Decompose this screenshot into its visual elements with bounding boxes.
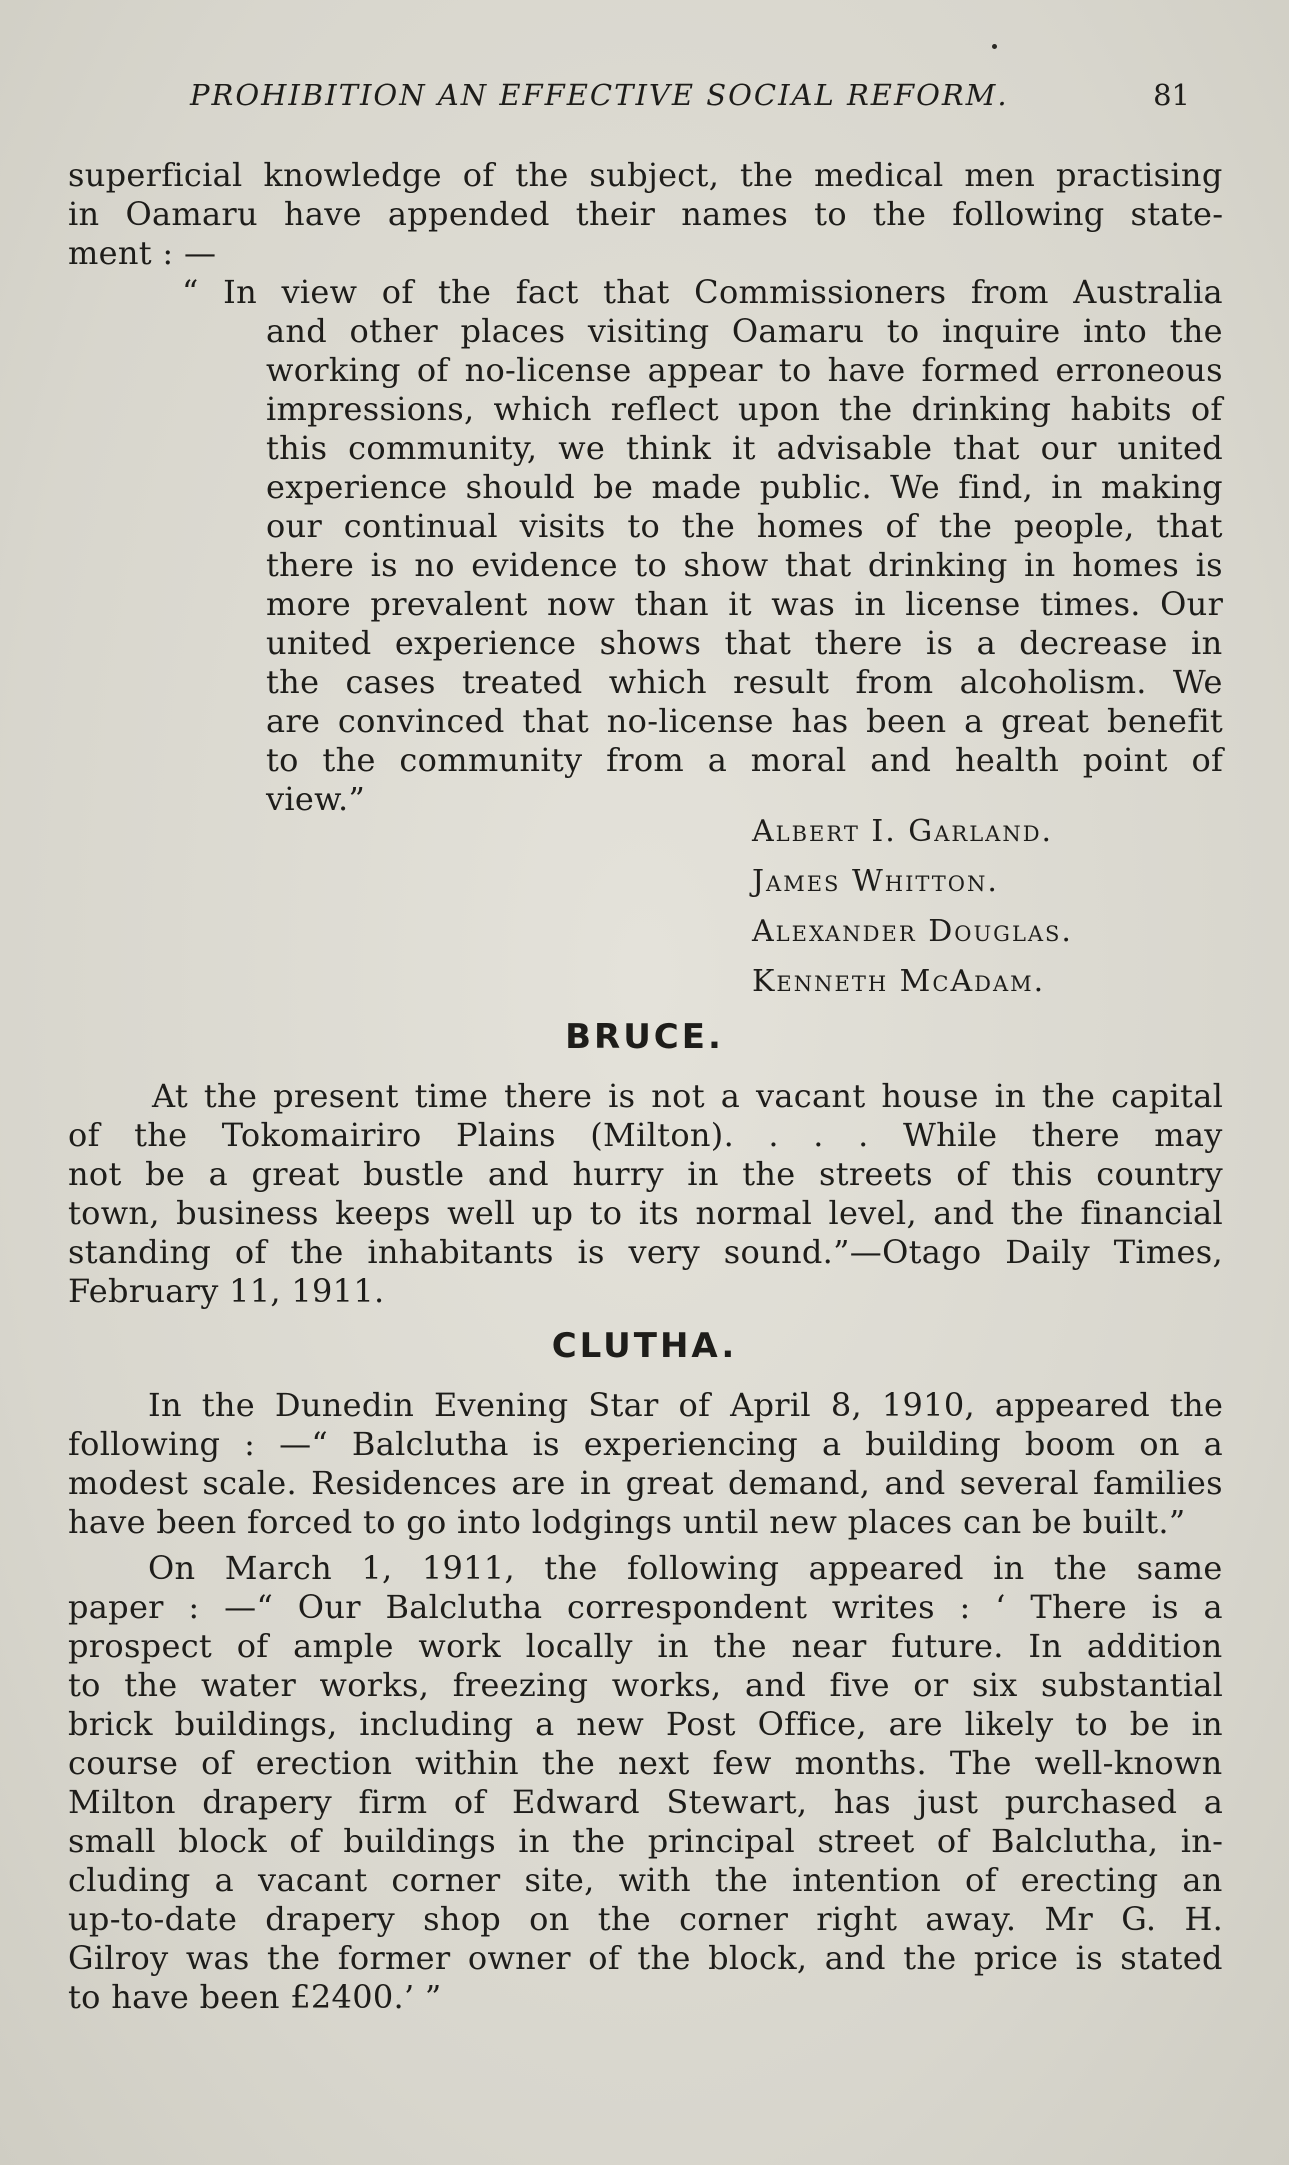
clutha-line: modest scale. Residences are in great demand, and several families	[68, 1464, 1223, 1502]
clutha-line: cluding a vacant corner site, with the intention of erecting an	[68, 1861, 1223, 1899]
bruce-line: February 11, 1911.	[68, 1272, 385, 1310]
intro-line: superficial knowledge of the subject, the medical men practising	[68, 156, 1223, 194]
clutha-line: following : —“ Balclutha is experiencing a building boom on a	[68, 1425, 1224, 1463]
bruce-line: standing of the inhabitants is very sound.”—Otago Daily Times,	[68, 1233, 1223, 1271]
ink-speck	[992, 44, 997, 49]
clutha-line: Gilroy was the former owner of the block, and the price is stated	[68, 1939, 1223, 1977]
clutha-line: On March 1, 1911, the following appeared in the same	[148, 1549, 1223, 1587]
signatory: Albert I. Garland.	[752, 814, 1054, 849]
signatory: Kenneth McAdam.	[752, 964, 1046, 999]
clutha-line: course of erection within the next few months. The well-known	[68, 1744, 1223, 1782]
clutha-line: to have been £2400.’ ”	[68, 1978, 442, 2016]
clutha-line: small block of buildings in the principal street of Balclutha, in-	[68, 1822, 1224, 1860]
clutha-line: paper : —“ Our Balclutha correspondent writes : ‘ There is a	[68, 1588, 1223, 1626]
clutha-line: have been forced to go into lodgings until new places can be built.”	[68, 1503, 1186, 1541]
bruce-line: not be a great bustle and hurry in the streets of this country	[68, 1155, 1224, 1193]
section-heading-clutha: CLUTHA.	[551, 1326, 738, 1366]
intro-line: ment : —	[68, 234, 217, 272]
quote-line: experience should be made public. We find, in making	[266, 468, 1223, 506]
clutha-line: up-to-date drapery shop on the corner right away. Mr G. H.	[68, 1900, 1224, 1938]
quote-line: and other places visiting Oamaru to inquire into the	[266, 312, 1223, 350]
quote-line: working of no-license appear to have formed erroneous	[266, 351, 1223, 389]
quote-line: to the community from a moral and health point of	[266, 741, 1224, 779]
signatory: James Whitton.	[752, 864, 999, 899]
quote-line: united experience shows that there is a decrease in	[266, 624, 1223, 662]
quote-line: the cases treated which result from alcoholism. We	[266, 663, 1223, 701]
bruce-line: At the present time there is not a vacant house in the capital	[152, 1077, 1224, 1115]
quote-line: impressions, which reflect upon the drinking habits of	[266, 390, 1223, 428]
clutha-line: to the water works, freezing works, and five or six substantial	[68, 1666, 1224, 1704]
clutha-line: prospect of ample work locally in the near future. In addition	[68, 1627, 1223, 1665]
quote-line: view.”	[266, 780, 366, 818]
clutha-line: In the Dunedin Evening Star of April 8, 1910, appeared the	[148, 1386, 1224, 1424]
quote-line: this community, we think it advisable that our united	[266, 429, 1224, 467]
bruce-line: town, business keeps well up to its normal level, and the financial	[68, 1194, 1223, 1232]
section-heading-bruce: BRUCE.	[565, 1017, 724, 1057]
quote-line: more prevalent now than it was in license times. Our	[266, 585, 1224, 623]
quote-line: “ In view of the fact that Commissioners from Australia	[182, 273, 1223, 311]
clutha-line: Milton drapery firm of Edward Stewart, has just purchased a	[68, 1783, 1224, 1821]
page-number: 81	[1153, 78, 1190, 112]
quote-line: our continual visits to the homes of the people, that	[266, 507, 1223, 545]
signatory: Alexander Douglas.	[752, 914, 1073, 949]
bruce-line: of the Tokomairiro Plains (Milton). . . . While there may	[68, 1116, 1223, 1154]
quote-line: there is no evidence to show that drinking in homes is	[266, 546, 1223, 584]
intro-line: in Oamaru have appended their names to the following state-	[68, 195, 1224, 233]
quote-line: are convinced that no-license has been a great benefit	[266, 702, 1224, 740]
running-head: PROHIBITION AN EFFECTIVE SOCIAL REFORM.	[190, 78, 1009, 112]
clutha-line: brick buildings, including a new Post Office, are likely to be in	[68, 1705, 1223, 1743]
